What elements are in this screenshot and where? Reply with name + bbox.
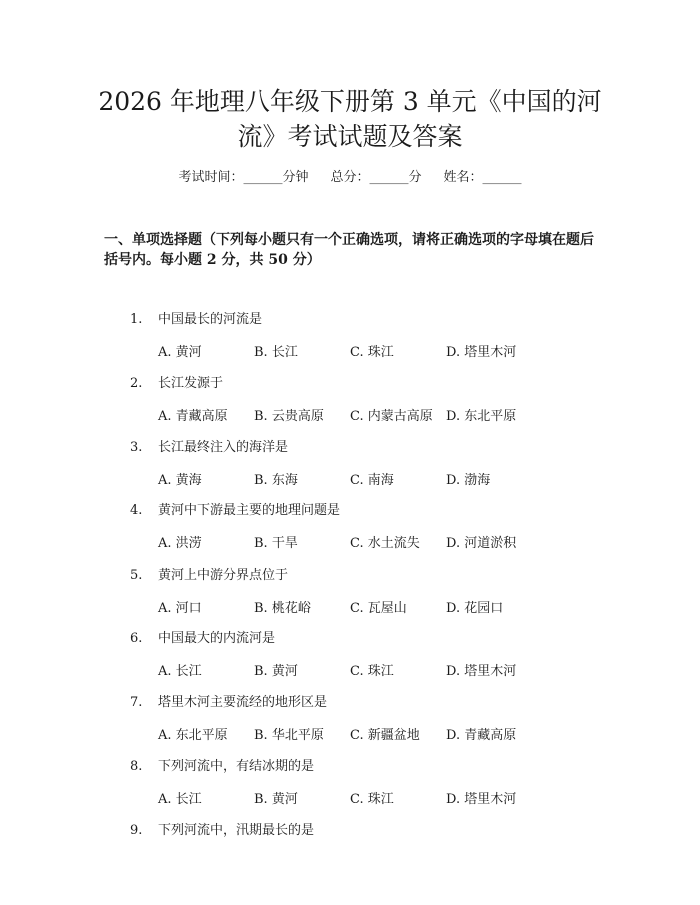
question-stem: 下列河流中，汛期最长的是 [158,823,315,838]
option-c: C. 水土流失 [350,536,420,551]
option-d: D. 塔里木河 [446,664,517,679]
option-a: A. 长江 [158,664,202,679]
option-b: B. 桃花峪 [254,601,311,616]
question-stem: 长江最终注入的海洋是 [158,440,289,455]
question-stem: 长江发源于 [158,376,224,391]
option-d: D. 花园口 [446,601,504,616]
option-d: D. 东北平原 [446,409,517,424]
question-stem: 黄河上中游分界点位于 [158,568,289,583]
question-stem: 下列河流中，有结冰期的是 [158,759,315,774]
question-stem: 黄河中下游最主要的地理问题是 [158,503,341,518]
option-d: D. 渤海 [446,473,491,488]
option-b: B. 云贵高原 [254,409,324,424]
option-a: A. 青藏高原 [158,409,228,424]
option-a: A. 东北平原 [158,728,228,743]
question-number: 3. [130,440,143,455]
question-number: 6. [130,631,143,646]
exam-meta [0,169,700,187]
option-b: B. 东海 [254,473,298,488]
option-b: B. 华北平原 [254,728,324,743]
exam-time-field: 考试时间：______分钟 [178,170,309,185]
option-c: C. 新疆盆地 [350,728,420,743]
question-stem: 塔里木河主要流经的地形区是 [158,695,328,710]
question-number: 7. [130,695,143,710]
option-a: A. 长江 [158,792,202,807]
option-c: C. 南海 [350,473,394,488]
option-a: A. 洪涝 [158,536,202,551]
option-b: B. 干旱 [254,536,298,551]
option-c: C. 珠江 [350,792,394,807]
option-a: A. 黄河 [158,345,202,360]
option-a: A. 黄海 [158,473,202,488]
option-d: D. 青藏高原 [446,728,517,743]
option-d: D. 塔里木河 [446,792,517,807]
question-number: 5. [130,568,143,583]
student-name-field: 姓名：______ [443,170,522,185]
option-c: C. 瓦屋山 [350,601,407,616]
exam-title-line-1: 2026 年地理八年级下册第 3 单元《中国的河 [98,87,602,116]
question-stem: 中国最长的河流是 [158,312,263,327]
section-heading-line-1: 一、单项选择题（下列每小题只有一个正确选项，请将正确选项的字母填在题后 [104,232,594,248]
question-number: 2. [130,376,143,391]
question-number: 9. [130,823,143,838]
option-b: B. 黄河 [254,792,298,807]
option-d: D. 塔里木河 [446,345,517,360]
question-number: 4. [130,503,143,518]
question-stem: 中国最大的内流河是 [158,631,276,646]
option-c: C. 珠江 [350,345,394,360]
option-c: C. 内蒙古高原 [350,409,433,424]
option-b: B. 长江 [254,345,298,360]
option-d: D. 河道淤积 [446,536,517,551]
question-number: 1. [130,312,143,327]
section-heading-line-2: 括号内。每小题 2 分，共 50 分） [104,252,321,268]
question-number: 8. [130,759,143,774]
option-c: C. 珠江 [350,664,394,679]
total-score-field: 总分：______分 [330,170,422,185]
option-a: A. 河口 [158,601,202,616]
exam-title-line-2: 流》考试试题及答案 [237,122,463,151]
option-b: B. 黄河 [254,664,298,679]
